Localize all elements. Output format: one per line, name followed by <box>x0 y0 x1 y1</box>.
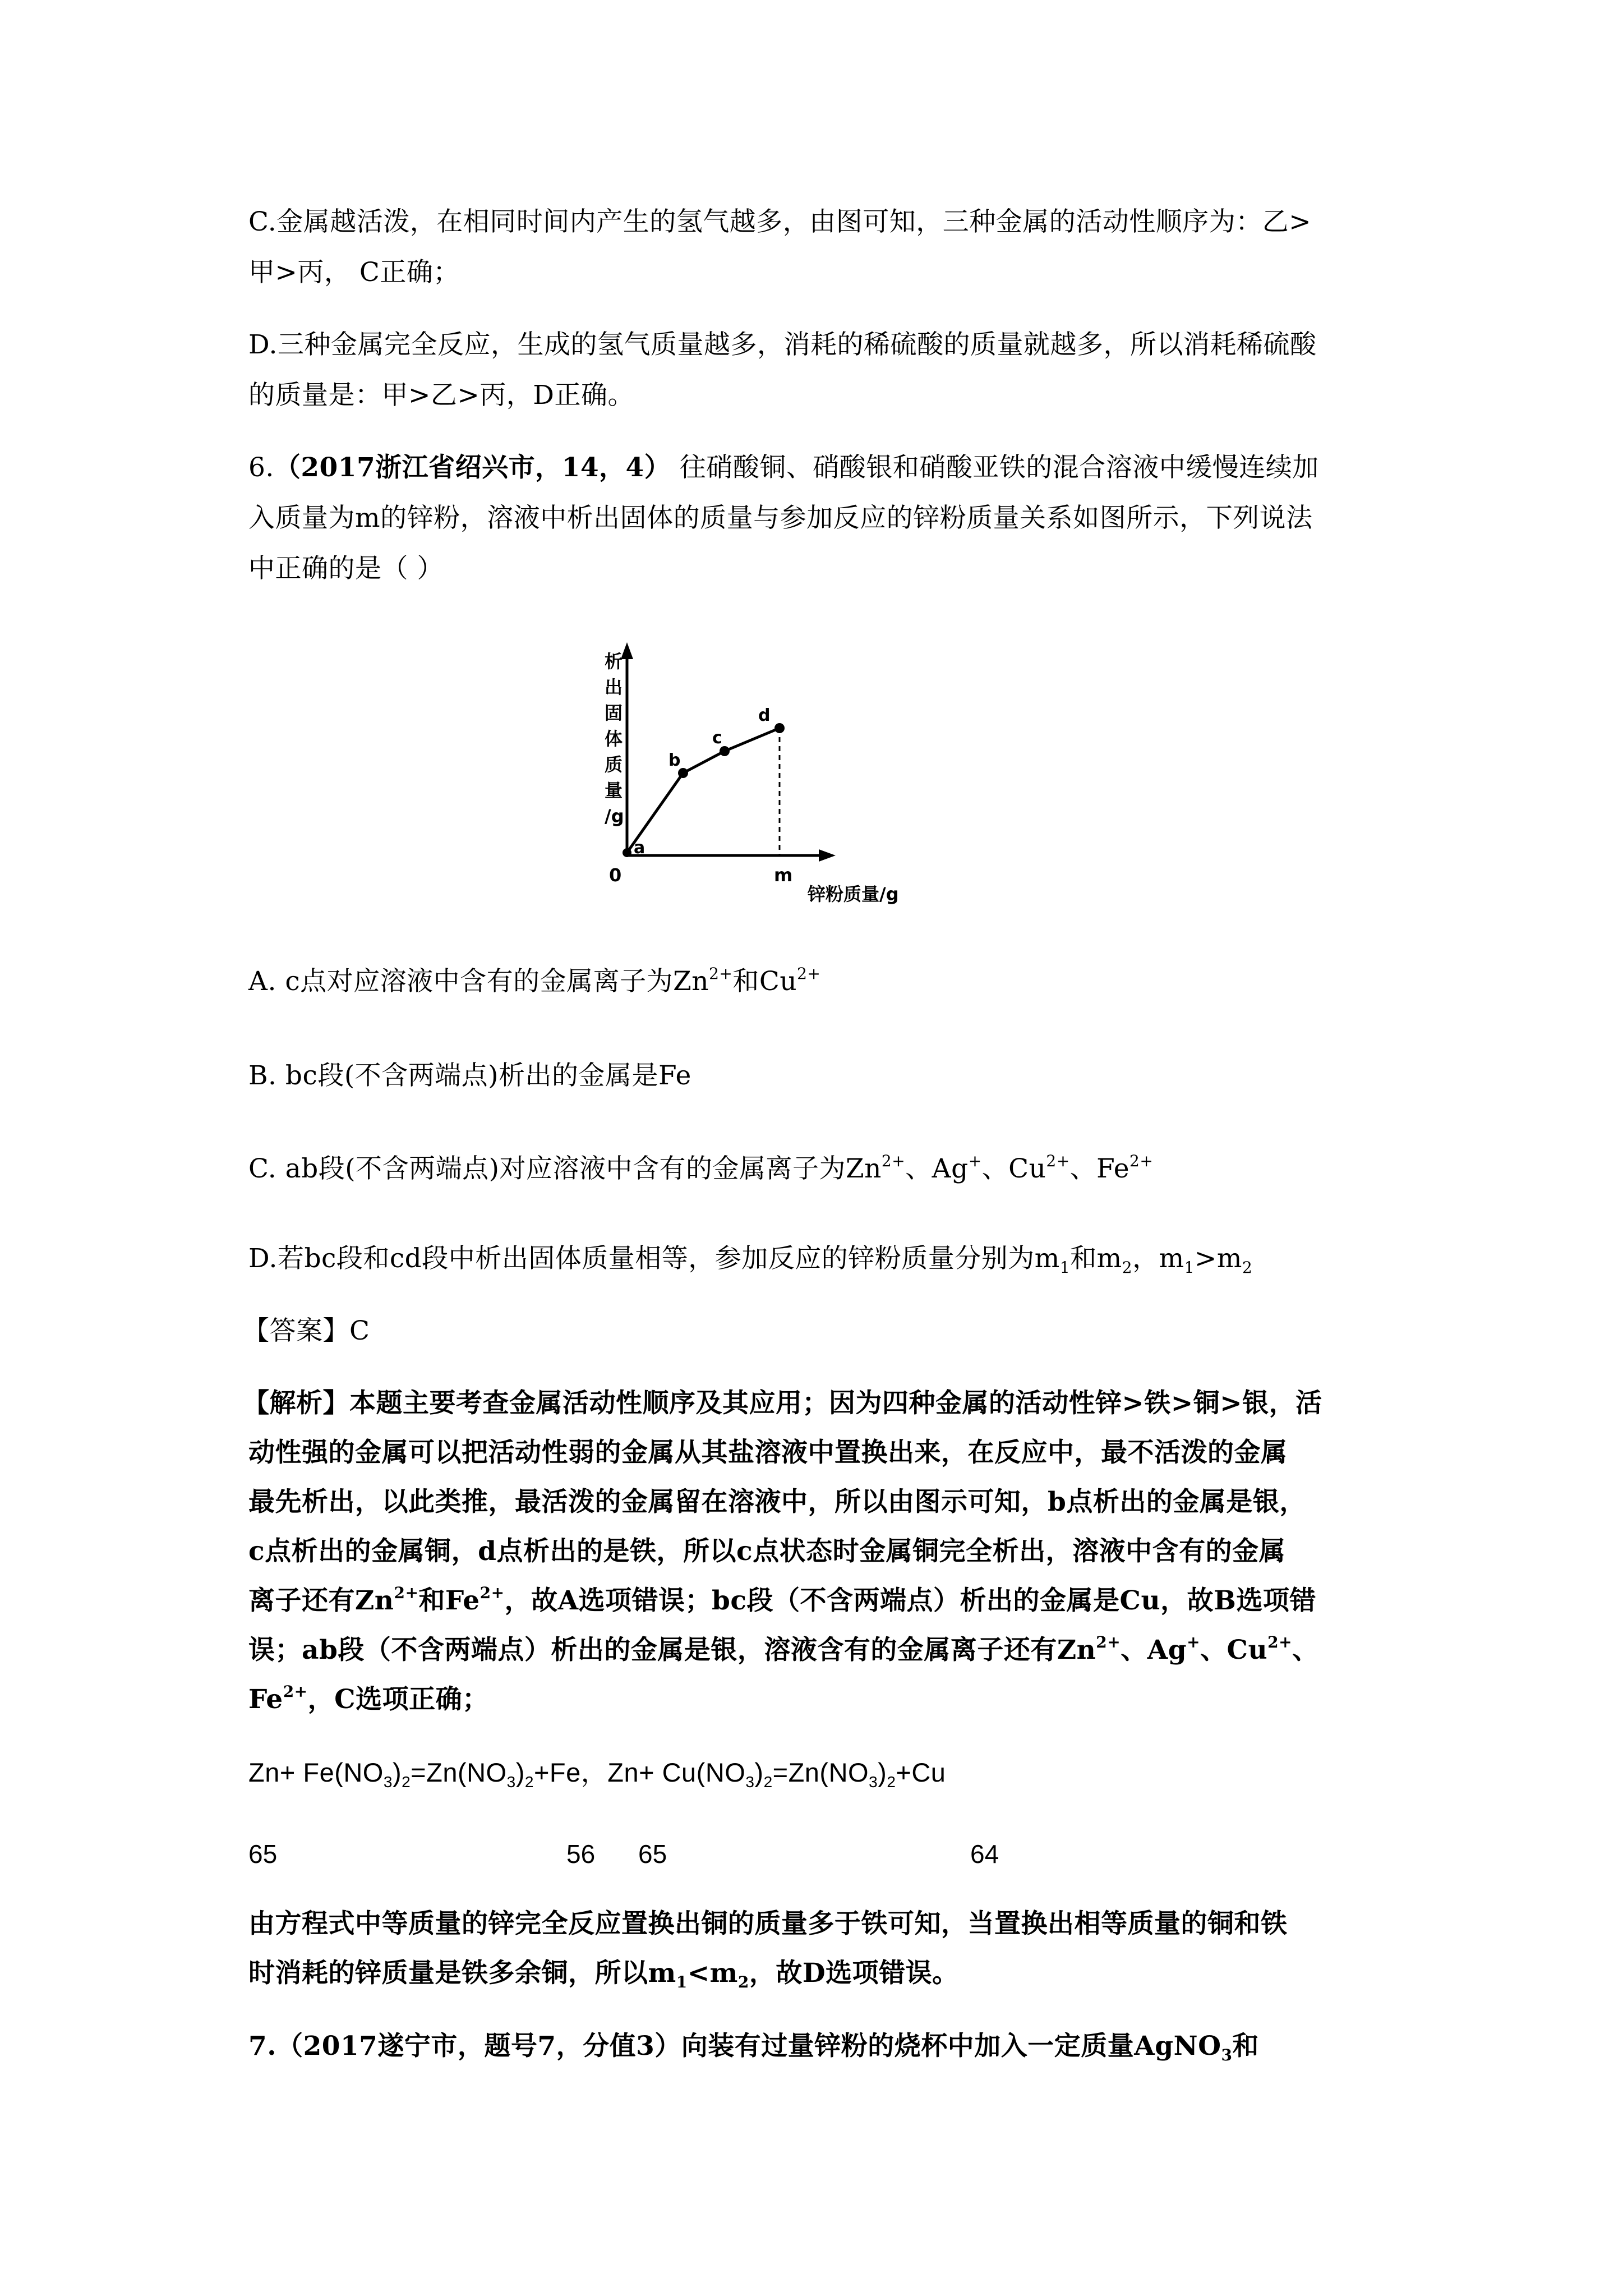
y-axis-arrow-icon <box>621 642 633 659</box>
equation-text: ) <box>878 1757 887 1787</box>
option-b: B. bc段(不含两端点)析出的金属是Fe <box>248 1060 691 1091</box>
option-text: 和Cu <box>732 966 797 997</box>
point-a <box>623 848 631 857</box>
superscript: 2+ <box>709 964 733 983</box>
subscript: 1 <box>1059 1258 1071 1277</box>
conclusion-text: <m <box>687 1958 738 1989</box>
question-source: （2017浙江省绍兴市，14，4） <box>274 452 671 483</box>
option-a <box>248 965 820 999</box>
analysis-text: 、Ag <box>1121 1635 1187 1665</box>
y-label-char: 质 <box>605 754 623 775</box>
equation-text: =Zn(NO <box>772 1757 869 1787</box>
analysis-line <box>248 1634 1319 1667</box>
question-text: 向装有过量锌粉的烧杯中加入一定质量AgNO <box>681 2031 1221 2062</box>
analysis-line: 最先析出，以此类推，最活泼的金属留在溶液中，所以由图示可知，b点析出的金属是银， <box>248 1487 1306 1517</box>
y-label-char: 体 <box>605 728 623 749</box>
analysis-text: 离子还有Zn <box>248 1585 394 1616</box>
option-text: D.若bc段和cd段中析出固体质量相等，参加反应的锌粉质量分别为m <box>248 1243 1060 1274</box>
question-6-line <box>248 451 1319 485</box>
question-text: 和 <box>1232 2031 1260 2062</box>
analysis-line: 动性强的金属可以把活动性弱的金属从其盐溶液中置换出来，在反应中，最不活泼的金属 <box>248 1437 1288 1468</box>
y-label-char: 析 <box>605 651 623 672</box>
equation-text: ) <box>515 1757 525 1787</box>
point-label: a <box>634 838 645 858</box>
mass-graph-figure <box>555 637 948 928</box>
analysis-line <box>248 1683 489 1717</box>
question-number: 7. <box>248 2031 277 2062</box>
subscript: 3 <box>745 1773 755 1791</box>
subscript: 2 <box>1122 1258 1133 1277</box>
superscript: 2+ <box>394 1584 419 1602</box>
analysis-line <box>248 1584 1316 1618</box>
superscript: 2+ <box>479 1584 505 1602</box>
subscript: 2 <box>887 1773 896 1791</box>
equation-text: ) <box>754 1757 764 1787</box>
analysis-text: 、 <box>1292 1635 1319 1665</box>
option-text: ，m <box>1132 1243 1184 1274</box>
superscript: 2+ <box>1096 1633 1121 1651</box>
analysis-text: 和Fe <box>418 1585 480 1616</box>
question-7-line <box>248 2030 1259 2063</box>
option-text: 、Fe <box>1069 1153 1130 1184</box>
conclusion-text: ，故D选项错误。 <box>749 1958 959 1989</box>
superscript: + <box>1187 1633 1201 1651</box>
equation-line <box>248 1756 946 1789</box>
text-line: 甲>丙， C正确； <box>248 257 460 288</box>
superscript: 2+ <box>1129 1152 1154 1170</box>
mass-curve <box>627 728 780 853</box>
y-label-char: /g <box>605 806 624 827</box>
analysis-text: 误；ab段（不含两端点）析出的金属是银，溶液含有的金属离子还有Zn <box>248 1635 1096 1665</box>
text-line: 的质量是：甲>乙>丙，D正确。 <box>248 380 634 411</box>
conclusion-text: 时消耗的锌质量是铁多余铜，所以m <box>248 1958 676 1989</box>
analysis-line: c点析出的金属铜，d点析出的是铁，所以c点状态时金属铜完全析出，溶液中含有的金属 <box>248 1536 1286 1567</box>
conclusion-line: 由方程式中等质量的锌完全反应置换出铜的质量多于铁可知，当置换出相等质量的铜和铁 <box>248 1908 1288 1939</box>
mass-value: 65 <box>248 1839 278 1869</box>
equation-text: +Fe，Zn+ Cu(NO <box>533 1757 746 1787</box>
mass-value: 65 <box>638 1839 667 1869</box>
mass-value: 56 <box>566 1839 596 1869</box>
text-line: 入质量为m的锌粉，溶液中析出固体的质量与参加反应的锌粉质量关系如图所示，下列说法 <box>248 503 1313 533</box>
equation-text: Zn+ Fe(NO <box>248 1757 384 1787</box>
option-text: 、Ag <box>905 1153 969 1184</box>
equation-text: +Cu <box>896 1757 946 1787</box>
option-text: C. ab段(不含两端点)对应溶液中含有的金属离子为Zn <box>248 1153 882 1184</box>
subscript: 2 <box>763 1773 773 1791</box>
question-source: （2017遂宁市，题号7，分值3） <box>276 2031 681 2062</box>
superscript: + <box>968 1152 982 1170</box>
analysis-line: 【解析】本题主要考查金属活动性顺序及其应用；因为四种金属的活动性锌>铁>铜>银，活 <box>243 1388 1322 1419</box>
subscript: 3 <box>506 1773 516 1791</box>
option-text: 和m <box>1070 1243 1122 1274</box>
subscript: 2 <box>737 1973 749 1991</box>
x-tick-m: m <box>774 864 793 886</box>
superscript: 2+ <box>1267 1633 1293 1651</box>
subscript: 3 <box>1221 2046 1233 2064</box>
subscript: 3 <box>869 1773 878 1791</box>
text-line: 中正确的是（ ） <box>248 553 444 584</box>
option-text: 、Cu <box>981 1153 1046 1184</box>
y-label-char: 固 <box>605 702 623 724</box>
mass-graph <box>555 637 948 928</box>
analysis-text: ，C选项正确； <box>307 1684 489 1715</box>
analysis-text: Fe <box>248 1684 283 1715</box>
superscript: 2+ <box>881 1152 906 1170</box>
option-c <box>248 1152 1153 1186</box>
point-label: d <box>758 706 771 725</box>
subscript: 1 <box>1184 1258 1195 1277</box>
x-axis-arrow-icon <box>819 849 836 862</box>
subscript: 2 <box>1242 1258 1253 1277</box>
point-d <box>774 723 785 733</box>
subscript: 2 <box>524 1773 534 1791</box>
conclusion-line <box>248 1957 959 1990</box>
text-line: D.三种金属完全反应，生成的氢气质量越多，消耗的稀硫酸的质量就越多，所以消耗稀硫酸 <box>248 329 1317 360</box>
option-text: >m <box>1194 1243 1242 1274</box>
superscript: 2+ <box>797 964 821 983</box>
question-number: 6. <box>248 452 274 483</box>
subscript: 2 <box>402 1773 411 1791</box>
y-label-char: 量 <box>605 780 623 801</box>
option-d <box>248 1242 1252 1276</box>
point-label: b <box>668 751 681 770</box>
mass-value: 64 <box>970 1839 999 1869</box>
point-label: c <box>712 728 722 748</box>
superscript: 2+ <box>283 1682 308 1701</box>
equation-text: =Zn(NO <box>411 1757 507 1787</box>
question-text: 往硝酸铜、硝酸银和硝酸亚铁的混合溶液中缓慢连续加 <box>671 452 1319 483</box>
answer-line: 【答案】C <box>243 1315 370 1346</box>
subscript: 1 <box>676 1973 688 1991</box>
equation-text: ) <box>392 1757 402 1787</box>
origin-label: 0 <box>609 864 622 886</box>
y-label-char: 出 <box>605 677 623 698</box>
analysis-text: 、Cu <box>1200 1635 1268 1665</box>
x-axis-label: 锌粉质量/g <box>808 884 899 905</box>
superscript: 2+ <box>1046 1152 1070 1170</box>
option-text: A. c点对应溶液中含有的金属离子为Zn <box>248 966 709 997</box>
analysis-text: ，故A选项错误；bc段（不含两端点）析出的金属是Cu，故B选项错 <box>504 1585 1316 1616</box>
subscript: 3 <box>383 1773 393 1791</box>
text-line: C.金属越活泼，在相同时间内产生的氢气越多，由图可知，三种金属的活动性顺序为：乙> <box>248 206 1312 237</box>
